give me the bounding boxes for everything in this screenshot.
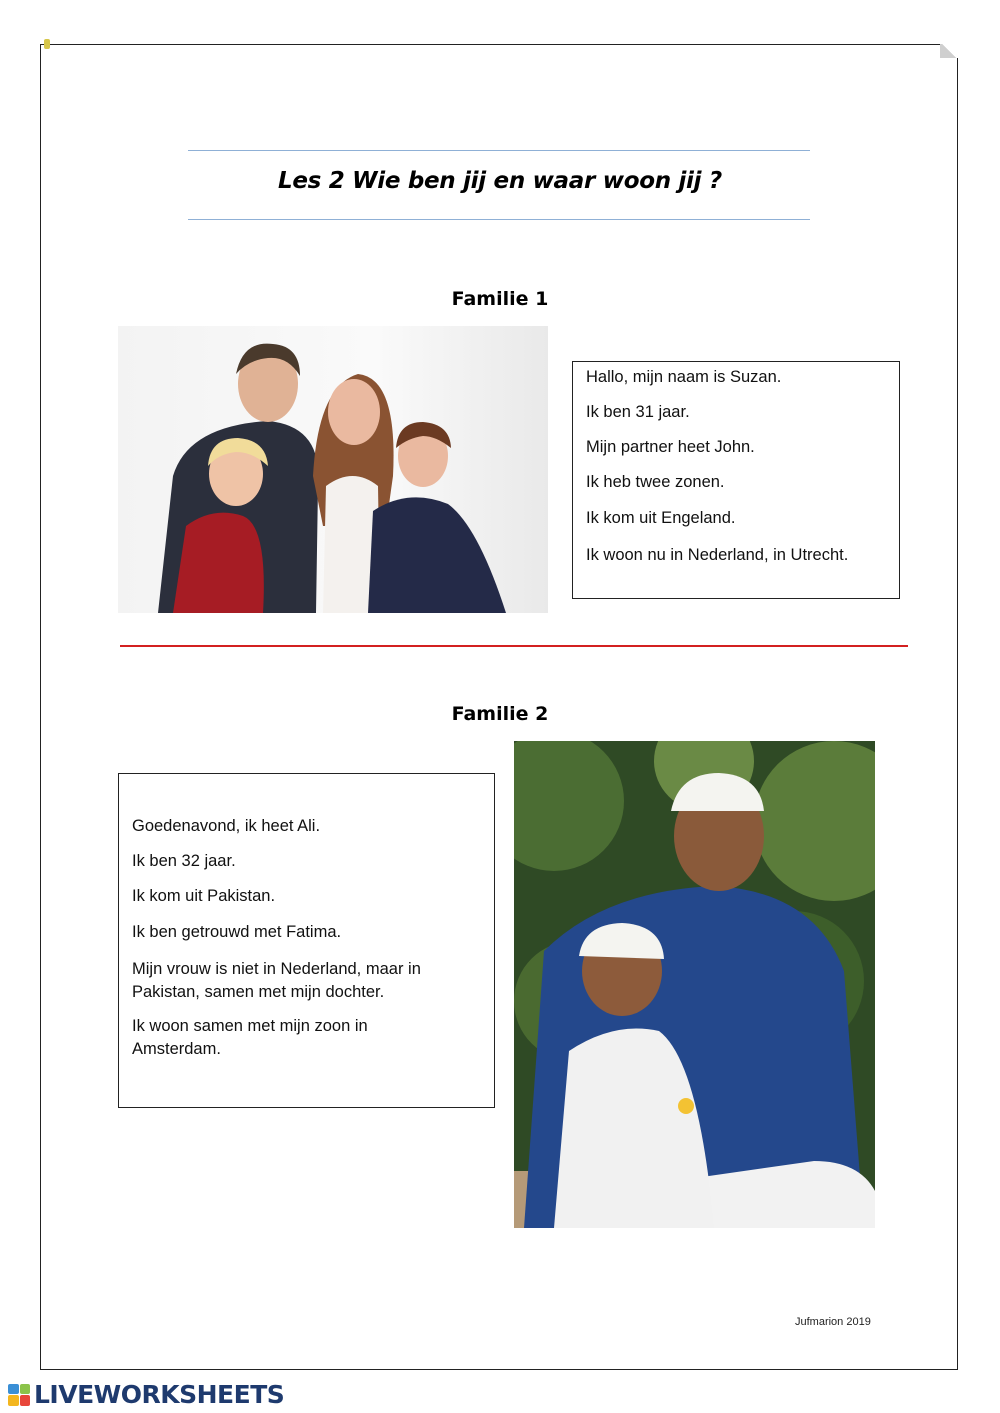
family1-heading: Familie 1 [451,288,549,310]
section-divider [120,645,908,647]
title-rule-bottom [188,219,810,220]
pin-icon [44,39,50,49]
family2-heading: Familie 2 [451,703,549,725]
family2-line: Ik kom uit Pakistan. [132,887,276,905]
family2-line: Ik ben getrouwd met Fatima. [132,923,342,941]
family2-line: Ik ben 32 jaar. [132,852,236,870]
credit-text: Jufmarion 2019 [795,1316,871,1328]
family2-textbox [118,773,495,1108]
brand-name: LIVEWORKSHEETS [34,1380,285,1409]
logo-blocks-icon [8,1384,30,1406]
family1-line: Ik heb twee zonen. [586,473,725,491]
page-title: Les 2 Wie ben jij en waar woon jij ? [278,168,722,194]
family1-line: Ik kom uit Engeland. [586,509,736,527]
family1-line: Mijn partner heet John. [586,438,755,456]
father-son-photo-icon [514,741,875,1228]
family1-line: Ik ben 31 jaar. [586,403,690,421]
family-photo-icon [118,326,548,613]
page-fold-icon [940,44,958,58]
title-rule-top [188,150,810,151]
liveworksheets-logo[interactable] [8,1380,284,1409]
family2-line: Ik woon samen met mijn zoon in Amsterdam. [132,1017,368,1058]
family1-textbox [572,361,900,599]
family1-line: Hallo, mijn naam is Suzan. [586,368,782,386]
family1-line: Ik woon nu in Nederland, in Utrecht. [586,546,849,564]
family2-line: Mijn vrouw is niet in Nederland, maar in Pakistan, samen met mijn dochter. [132,960,421,1001]
family2-line: Goedenavond, ik heet Ali. [132,817,321,835]
